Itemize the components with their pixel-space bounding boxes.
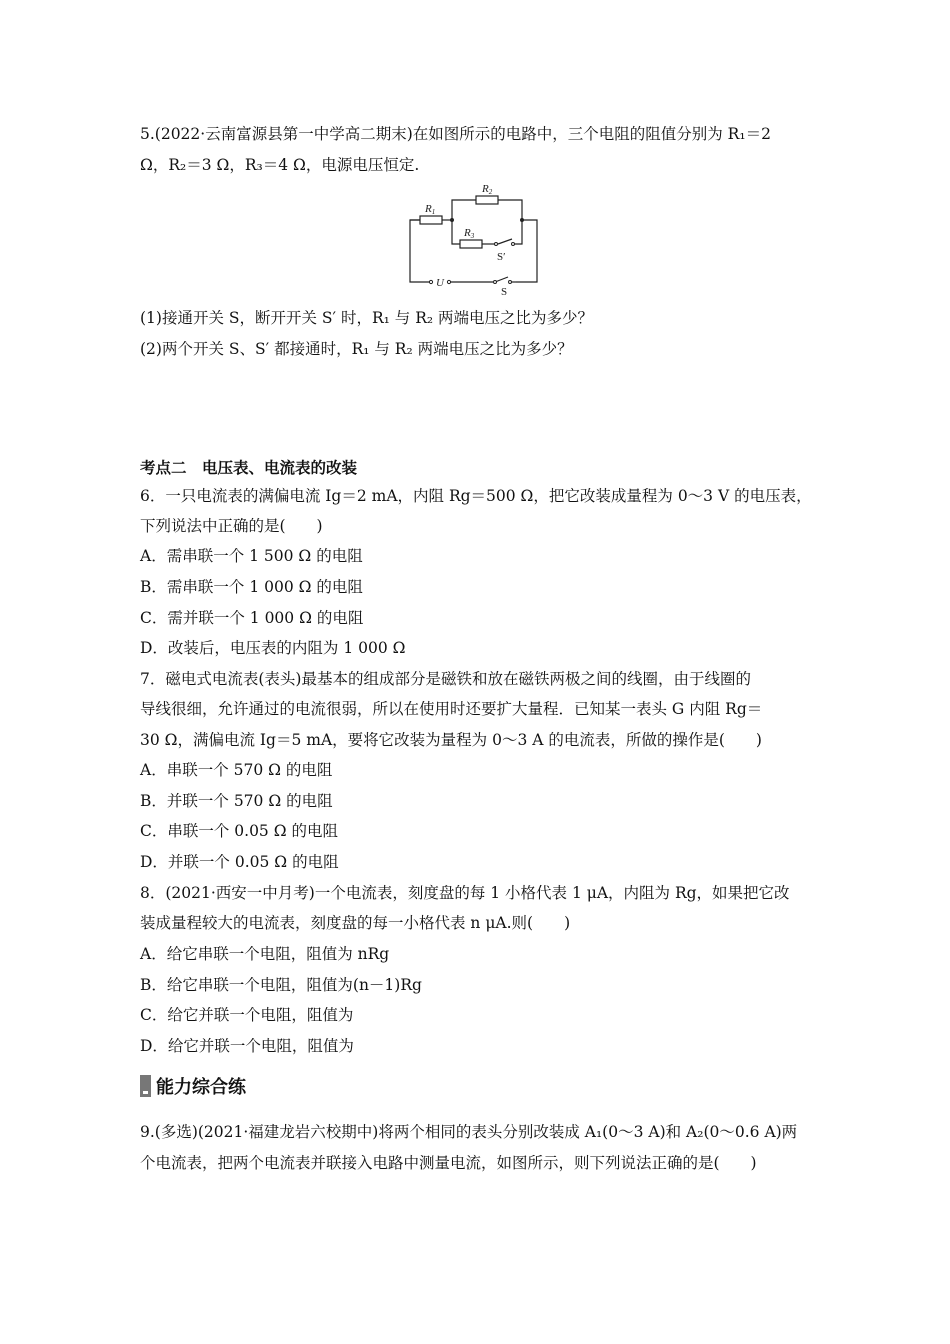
q8-option-d: D．给它并联一个电阻，阻值为 <box>140 1037 354 1055</box>
q6-option-a: A．需串联一个 1 500 Ω 的电阻 <box>140 547 363 565</box>
q6-text-line-2: 下列说法中正确的是( ) <box>140 517 323 535</box>
section-marker-icon <box>140 1075 151 1097</box>
label-u: U <box>436 277 444 289</box>
q7-option-c: C．串联一个 0.05 Ω 的电阻 <box>140 822 339 840</box>
q7-option-d: D．并联一个 0.05 Ω 的电阻 <box>140 853 339 871</box>
q8-text-line-2: 装成量程较大的电流表，刻度盘的每一小格代表 n μA.则( ) <box>140 914 571 932</box>
resistor-r3 <box>460 240 482 248</box>
q5-sub-question-2: (2)两个开关 S、S′ 都接通时，R₁ 与 R₂ 两端电压之比为多少？ <box>140 340 573 358</box>
resistor-r2 <box>476 196 498 204</box>
q6-option-c: C．需并联一个 1 000 Ω 的电阻 <box>140 609 364 627</box>
label-r2: R2 <box>482 183 493 196</box>
q8-option-b: B．给它串联一个电阻，阻值为(n－1)Rg <box>140 976 422 994</box>
q5-text-line-1: 5.(2022·云南富源县第一中学高二期末)在如图所示的电路中，三个电阻的阻值分别为 R₁＝2 <box>140 125 771 143</box>
resistor-r1 <box>420 216 442 224</box>
section-heading-3-title: 能力综合练 <box>156 1077 246 1098</box>
q8-option-a: A．给它串联一个电阻，阻值为 nRg <box>140 945 390 963</box>
q7-text-line-2: 导线很细，允许通过的电流很弱，所以在使用时还要扩大量程．已知某一表头 G 内阻 Rg＝ <box>140 700 763 718</box>
q6-text-line-1: 6．一只电流表的满偏电流 Ig＝2 mA，内阻 Rg＝500 Ω，把它改装成量程为 0～3 V 的电压表， <box>140 487 812 505</box>
q9-text-line-1: 9.(多选)(2021·福建龙岩六校期中)将两个相同的表头分别改装成 A₁(0～3 A)和 A₂(0～0.6 A)两 <box>140 1123 798 1141</box>
circuit-diagram <box>400 178 550 298</box>
label-s: S <box>501 286 508 298</box>
label-s-prime: S′ <box>497 251 506 263</box>
q7-option-a: A．串联一个 570 Ω 的电阻 <box>140 761 333 779</box>
q7-text-line-3: 30 Ω，满偏电流 Ig＝5 mA，要将它改装为量程为 0～3 A 的电流表，所做的操作是( ) <box>140 731 762 749</box>
section-heading-3 <box>140 1073 246 1099</box>
q7-option-b: B．并联一个 570 Ω 的电阻 <box>140 792 333 810</box>
q6-option-d: D．改装后，电压表的内阻为 1 000 Ω <box>140 639 406 657</box>
q8-text-line-1: 8．(2021·西安一中月考)一个电流表，刻度盘的每 1 小格代表 1 μA，内阻为 Rg，如果把它改 <box>140 884 790 902</box>
label-r3: R3 <box>464 227 475 240</box>
label-r1: R1 <box>425 203 436 216</box>
q6-option-b: B．需串联一个 1 000 Ω 的电阻 <box>140 578 363 596</box>
q9-text-line-2: 个电流表，把两个电流表并联接入电路中测量电流，如图所示，则下列说法正确的是( ) <box>140 1154 757 1172</box>
q7-text-line-1: 7．磁电式电流表(表头)最基本的组成部分是磁铁和放在磁铁两极之间的线圈，由于线圈的 <box>140 670 751 688</box>
q5-sub-question-1: (1)接通开关 S，断开开关 S′ 时，R₁ 与 R₂ 两端电压之比为多少？ <box>140 309 594 327</box>
q8-option-c: C．给它并联一个电阻，阻值为 <box>140 1006 354 1024</box>
q5-text-line-2: Ω，R₂＝3 Ω，R₃＝4 Ω，电源电压恒定. <box>140 156 420 174</box>
section-heading-2: 考点二 电压表、电流表的改装 <box>140 458 358 477</box>
